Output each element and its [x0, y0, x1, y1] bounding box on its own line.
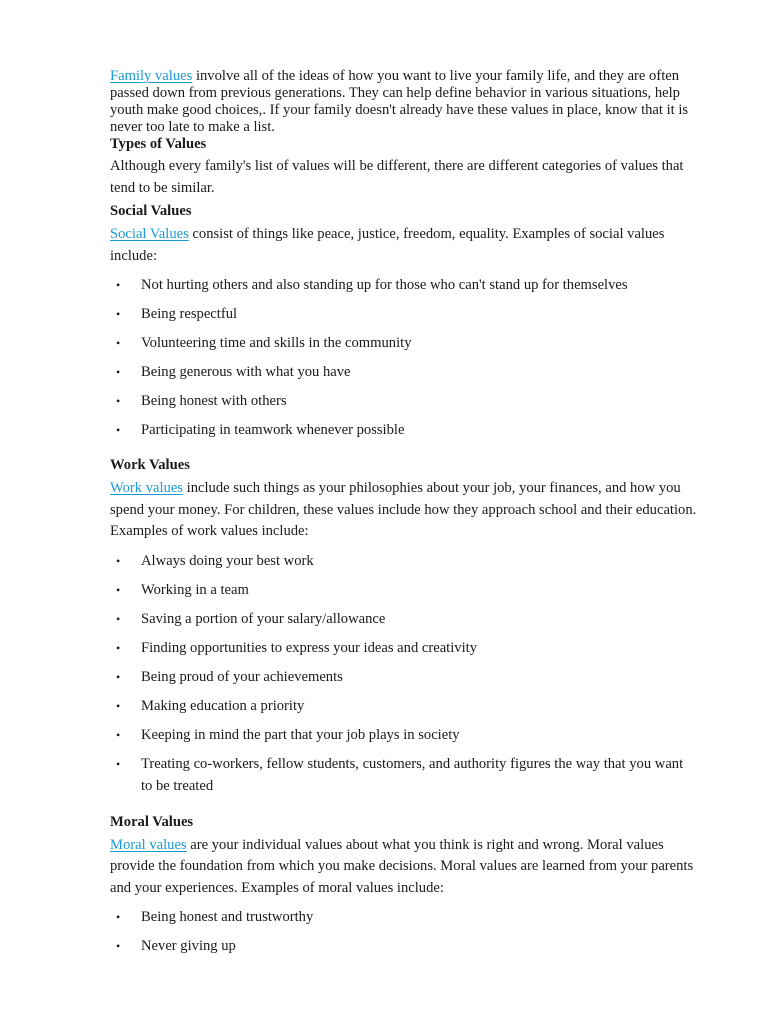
- list-item-text: Working in a team: [141, 581, 249, 598]
- list-item: [110, 666, 710, 688]
- bullet-icon: •: [116, 365, 121, 379]
- list-item: [110, 361, 710, 383]
- social-values-link[interactable]: Social Values: [110, 226, 189, 242]
- bullet-icon: •: [116, 278, 121, 292]
- list-item: [110, 303, 710, 325]
- social-values-heading: Social Values: [110, 203, 192, 219]
- social-values-list: [110, 274, 710, 441]
- list-item-text: Always doing your best work: [141, 552, 314, 569]
- list-item-text: Keeping in mind the part that your job plays in society: [141, 726, 460, 743]
- list-item-text: Being honest and trustworthy: [141, 909, 314, 925]
- bullet-icon: •: [116, 669, 121, 684]
- list-item: [110, 724, 710, 746]
- list-item-text: Never giving up: [141, 938, 236, 954]
- bullet-icon: •: [116, 640, 121, 655]
- list-item-text: Being honest with others: [141, 393, 287, 409]
- list-item: [110, 753, 696, 797]
- document-page: [110, 68, 710, 957]
- work-values-list: [110, 550, 710, 797]
- bullet-icon: •: [116, 698, 121, 713]
- bullet-icon: •: [116, 756, 121, 771]
- family-values-link[interactable]: Family values: [110, 68, 193, 84]
- bullet-icon: •: [116, 939, 121, 953]
- list-item: [110, 637, 710, 659]
- bullet-icon: •: [116, 336, 121, 350]
- list-item-text: Participating in teamwork whenever possible: [141, 422, 405, 438]
- types-of-values-heading: Types of Values: [110, 136, 207, 152]
- work-values-intro: [110, 478, 705, 543]
- list-item: [110, 906, 710, 928]
- moral-values-heading: Moral Values: [110, 813, 194, 830]
- list-item: [110, 419, 710, 441]
- list-item: [110, 332, 710, 354]
- list-item-text: Being proud of your achievements: [141, 668, 343, 685]
- list-item-text: Not hurting others and also standing up for those who can't stand up for themselves: [141, 277, 628, 293]
- list-item-text: Being respectful: [141, 306, 238, 322]
- list-item: [110, 579, 710, 601]
- list-item: [110, 935, 710, 957]
- bullet-icon: •: [116, 910, 121, 924]
- bullet-icon: •: [116, 611, 121, 626]
- bullet-icon: •: [116, 553, 121, 568]
- moral-values-list: [110, 906, 710, 957]
- list-item: [110, 695, 710, 717]
- social-values-intro: [110, 224, 705, 267]
- bullet-icon: •: [116, 582, 121, 597]
- list-item-text: Being generous with what you have: [141, 364, 351, 380]
- list-item: [110, 274, 710, 296]
- bullet-icon: •: [116, 307, 121, 321]
- list-item-text: Saving a portion of your salary/allowance: [141, 610, 386, 627]
- list-item-text: Making education a priority: [141, 697, 305, 714]
- work-values-heading: Work Values: [110, 457, 190, 473]
- work-values-link[interactable]: Work values: [110, 480, 183, 496]
- work-values-text: include such things as your philosophies about your job, your finances, and how you spend your money. For children, these values include how they approach school and their education. Examples of work values include:: [110, 480, 697, 539]
- list-item-text: Volunteering time and skills in the community: [141, 335, 412, 351]
- list-item-text: Finding opportunities to express your ideas and creativity: [141, 639, 477, 656]
- intro-text: involve all of the ideas of how you want to live your family life, and they are often passed down from previous generations. They can help define behavior in various situations, help youth make good choices,. If your family doesn't already have these values in place, know that it is never too late to make a list.: [110, 68, 689, 135]
- social-values-text: consist of things like peace, justice, freedom, equality. Examples of social values include:: [110, 226, 665, 264]
- moral-values-intro: [110, 835, 705, 900]
- bullet-icon: •: [116, 394, 121, 408]
- list-item: [110, 550, 710, 572]
- bullet-icon: •: [116, 727, 121, 742]
- bullet-icon: •: [116, 423, 121, 437]
- list-item: [110, 390, 710, 412]
- list-item: [110, 608, 710, 630]
- intro-paragraph: [110, 68, 695, 136]
- list-item-text: Treating co-workers, fellow students, customers, and authority figures the way that you want to be treated: [141, 755, 684, 794]
- moral-values-text: are your individual values about what you think is right and wrong. Moral values provide the foundation from which you make decisions. Moral values are learned from your parents and your experiences. Examples of moral values include:: [110, 836, 694, 896]
- moral-values-link[interactable]: Moral values: [110, 836, 187, 853]
- types-of-values-text: Although every family's list of values will be different, there are different categories of values that tend to be similar.: [110, 158, 684, 196]
